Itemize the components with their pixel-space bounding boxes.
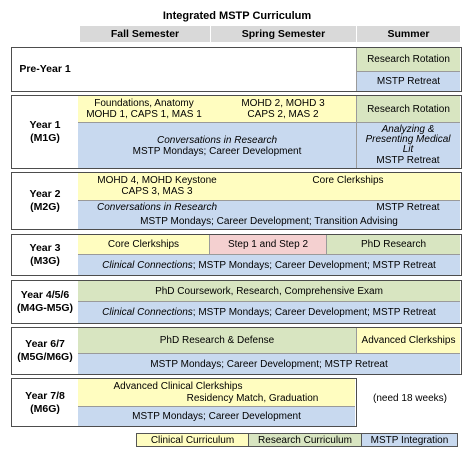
fall-course-line: MOHD 1, CAPS 1, MAS 1: [86, 109, 202, 120]
year-label-text: Year 2: [29, 188, 61, 200]
mstp-mondays-text: MSTP Mondays; Career Development: [132, 146, 302, 157]
advanced-clinical-clerkships: Advanced Clinical Clerkships: [113, 381, 243, 392]
year-label-text: Year 3: [29, 242, 61, 254]
year-label-text: Year 4/5/6: [20, 289, 70, 301]
year-label-text: Year 1: [29, 119, 61, 131]
year-code: (M1G): [30, 132, 60, 144]
legend-clinical: Clinical Curriculum: [136, 433, 249, 447]
clinical-connections: Clinical Connections: [102, 259, 193, 271]
spring-course-line: CAPS 2, MAS 2: [247, 109, 319, 120]
mstp-block: [78, 301, 460, 323]
summer-mstp-retreat: MSTP Retreat: [376, 155, 440, 166]
legend-research: Research Curriculum: [249, 433, 362, 447]
core-clerkships: Core Clerkships: [78, 235, 209, 254]
year-label: [12, 328, 78, 374]
year-label: [12, 96, 78, 168]
mstp-block: [78, 254, 460, 275]
summer-analyzing-line: Presenting Medical: [365, 133, 451, 145]
year-label: [12, 235, 78, 275]
year-label-text: Pre-Year 1: [19, 63, 71, 75]
spring-course-line: MOHD 2, MOHD 3: [241, 98, 325, 109]
conversations-in-research: Conversations in Research: [96, 202, 218, 213]
year-label: [12, 173, 78, 229]
fall-course-line: CAPS 3, MAS 3: [121, 186, 193, 197]
header-spring: Spring Semester: [211, 26, 356, 42]
year-label: [12, 379, 78, 426]
year-code: (M6G): [30, 402, 60, 415]
summer-research-rotation: Research Rotation: [356, 48, 460, 71]
fall-course-line: Foundations, Anatomy: [94, 98, 194, 109]
mstp-mondays-text: MSTP Mondays; Career Development; MSTP Retreat: [78, 353, 460, 374]
legend-mstp: MSTP Integration: [362, 433, 458, 447]
year-label-text: Year 7/8: [25, 389, 65, 402]
mstp-mondays-text: ; MSTP Mondays; Career Development; MSTP Retreat: [192, 307, 436, 318]
mstp-mondays-text: ; MSTP Mondays; Career Development; MSTP Retreat: [192, 259, 436, 271]
fall-course-line: MOHD 4, MOHD Keystone: [97, 175, 217, 186]
summer-analyzing-line: Analyzing &: [381, 123, 435, 135]
summer-mstp-retreat: MSTP Retreat: [376, 202, 440, 213]
year-code: (M2G): [30, 201, 60, 213]
phd-research-defense: PhD Research & Defense: [78, 328, 356, 353]
year-label: [12, 48, 78, 91]
mstp-mondays-text: MSTP Mondays; Career Development: [78, 406, 355, 426]
year-code: (M4G-M5G): [17, 302, 73, 314]
year-label-text: Year 6/7: [25, 338, 65, 350]
summer-analyzing-line: Lit: [402, 143, 414, 155]
conversations-in-research: Conversations in Research: [156, 135, 278, 146]
year-label: [12, 281, 78, 323]
summer-research-rotation: Research Rotation: [356, 96, 460, 122]
year-code: (M3G): [30, 255, 60, 267]
mstp-mondays-text: MSTP Mondays; Career Development; Transition Advising: [140, 216, 398, 227]
diagram-title: Integrated MSTP Curriculum: [162, 9, 312, 22]
advanced-clerkships: Advanced Clerkships: [356, 328, 460, 353]
phd-coursework: PhD Coursework, Research, Comprehensive Exam: [78, 281, 460, 301]
header-summer: Summer: [357, 26, 460, 42]
header-fall: Fall Semester: [80, 26, 210, 42]
core-clerkships: Core Clerkships: [312, 175, 384, 186]
clinical-connections: Clinical Connections: [102, 307, 193, 318]
year-code: (M5G/M6G): [17, 351, 73, 363]
weeks-note: (need 18 weeks): [373, 392, 447, 404]
residency-match: Residency Match, Graduation: [186, 393, 319, 404]
step-exams: Step 1 and Step 2: [209, 235, 326, 254]
summer-mstp-retreat: MSTP Retreat: [356, 71, 460, 91]
phd-research: PhD Research: [326, 235, 460, 254]
